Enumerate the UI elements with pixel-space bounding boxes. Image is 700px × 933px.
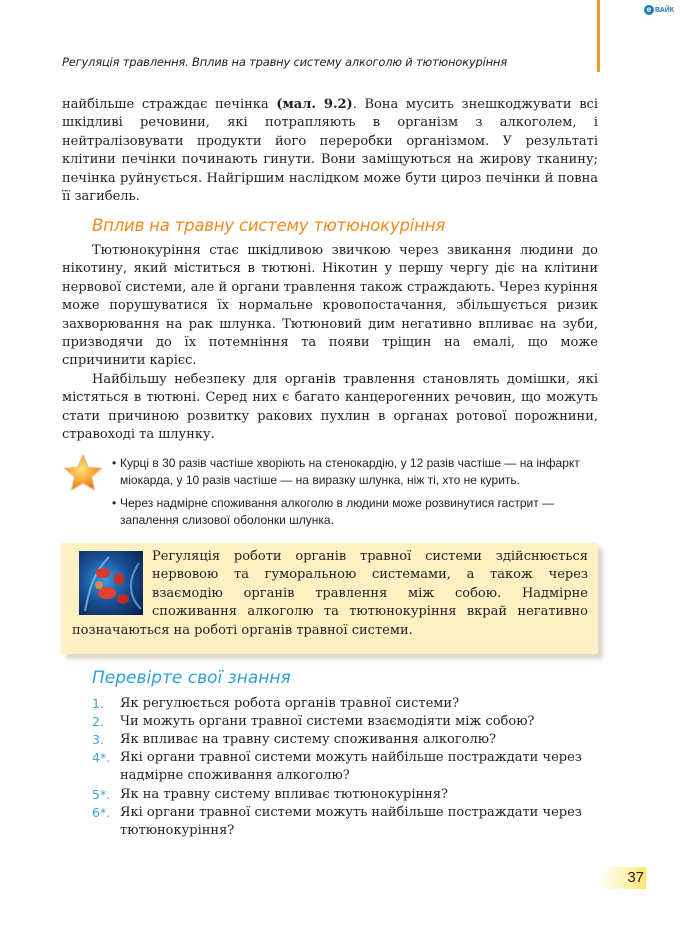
question-number: 2. — [92, 714, 104, 729]
question-number: 5*. — [92, 787, 111, 802]
question-item — [92, 786, 600, 804]
fact-item — [112, 495, 600, 529]
question-text: Які органи травної системи можуть найбільше постраждати через тютюнокуріння? — [120, 805, 582, 838]
question-item — [92, 749, 600, 784]
question-number: 6*. — [92, 805, 111, 820]
page-number: 37 — [627, 869, 644, 886]
logo-mark-icon: e — [644, 5, 654, 15]
question-number: 1. — [92, 696, 104, 711]
summary-body: Регуляція роботи органів травної системи здійснюється нервовою та гуморальною системами, а також через взаємодію органів травлення між собою. Надмірне споживання алкоголю та тютюнокуріння вкрай негативно позначаються на роботі органів травної системи. — [72, 549, 588, 638]
intro-after: . Вона мусить знешкоджувати всі шкідливі речовини, які потрапляють в організм з алкоголем, і нейтралізовувати продукти його переробки організмом. У результаті клітини печінки починають гинути. Вони заміщуються на жирову тканину; печінка руйнується. Найгіршим наслідком може бути цироз печінки й повна її загибель. — [62, 97, 598, 205]
question-text: Як впливає на травну систему споживання алкоголю? — [120, 732, 496, 747]
fact-bullet: • — [112, 496, 117, 510]
question-text: Які органи травної системи можуть найбільше постраждати через надмірне споживання алкоголю? — [120, 750, 582, 783]
question-item — [92, 713, 600, 731]
question-number: 4*. — [92, 750, 111, 765]
fact-text: Через надмірне споживання алкоголю в людини може розвинутися гастрит — запалення слизової оболонки шлунка. — [120, 496, 555, 527]
question-item — [92, 695, 600, 713]
running-head: Регуляція травлення. Вплив на травну систему алкоголю й тютюнокуріння — [62, 55, 507, 69]
publisher-logo — [644, 3, 674, 17]
question-text: Як на травну систему впливає тютюнокуріння? — [120, 787, 448, 802]
question-item — [92, 804, 600, 839]
question-text: Чи можуть органи травної системи взаємодіяти між собою? — [120, 714, 535, 729]
paragraph-additives: Найбільшу небезпеку для органів травлення становлять домішки, які містяться в тютюні. Серед них є багато канцерогенних речовин, що можуть стати причиною розвитку ракових пухлин в органах ротової порожнини, стравоході та шлунку. — [62, 372, 598, 443]
figure-reference: (мал. 9.2) — [276, 97, 353, 112]
fact-text: Курці в 30 разів частіше хворіють на стенокардію, у 12 разів частіше — на інфаркт міокарда, у 10 разів частіше — на виразку шлунка, ніж ті, хто не курить. — [120, 456, 580, 487]
question-item — [92, 731, 600, 749]
summary-text — [72, 548, 588, 640]
logo-text: ВАЙК — [655, 6, 675, 14]
section-heading: Вплив на травну систему тютюнокуріння — [92, 216, 446, 235]
intro-paragraph — [62, 96, 598, 206]
question-number: 3. — [92, 732, 104, 747]
question-text: Як регулюється робота органів травної системи? — [120, 696, 460, 711]
star-icon — [63, 453, 103, 493]
check-knowledge-title: Перевірте свої знання — [92, 668, 291, 688]
header-rule — [597, 0, 600, 72]
paragraph-smoking: Тютюнокуріння стає шкідливою звичкою через звикання людини до нікотину, який міститься в тютюні. Нікотин у першу чергу діє на клітини нервової системи, але й органи травлення також страждають. Через куріння може порушуватися їх нормальне кровопостачання, збільшується ризик захворювання на рак шлунка. Тютюновий дим негативно впливає на зуби, призводячи до їх потемніння та появи тріщин на емалі, що може спричинити карієс. — [62, 243, 598, 369]
fact-bullet: • — [112, 456, 117, 470]
intro-before: найбільше страждає печінка — [62, 97, 277, 112]
fact-item — [112, 455, 600, 489]
